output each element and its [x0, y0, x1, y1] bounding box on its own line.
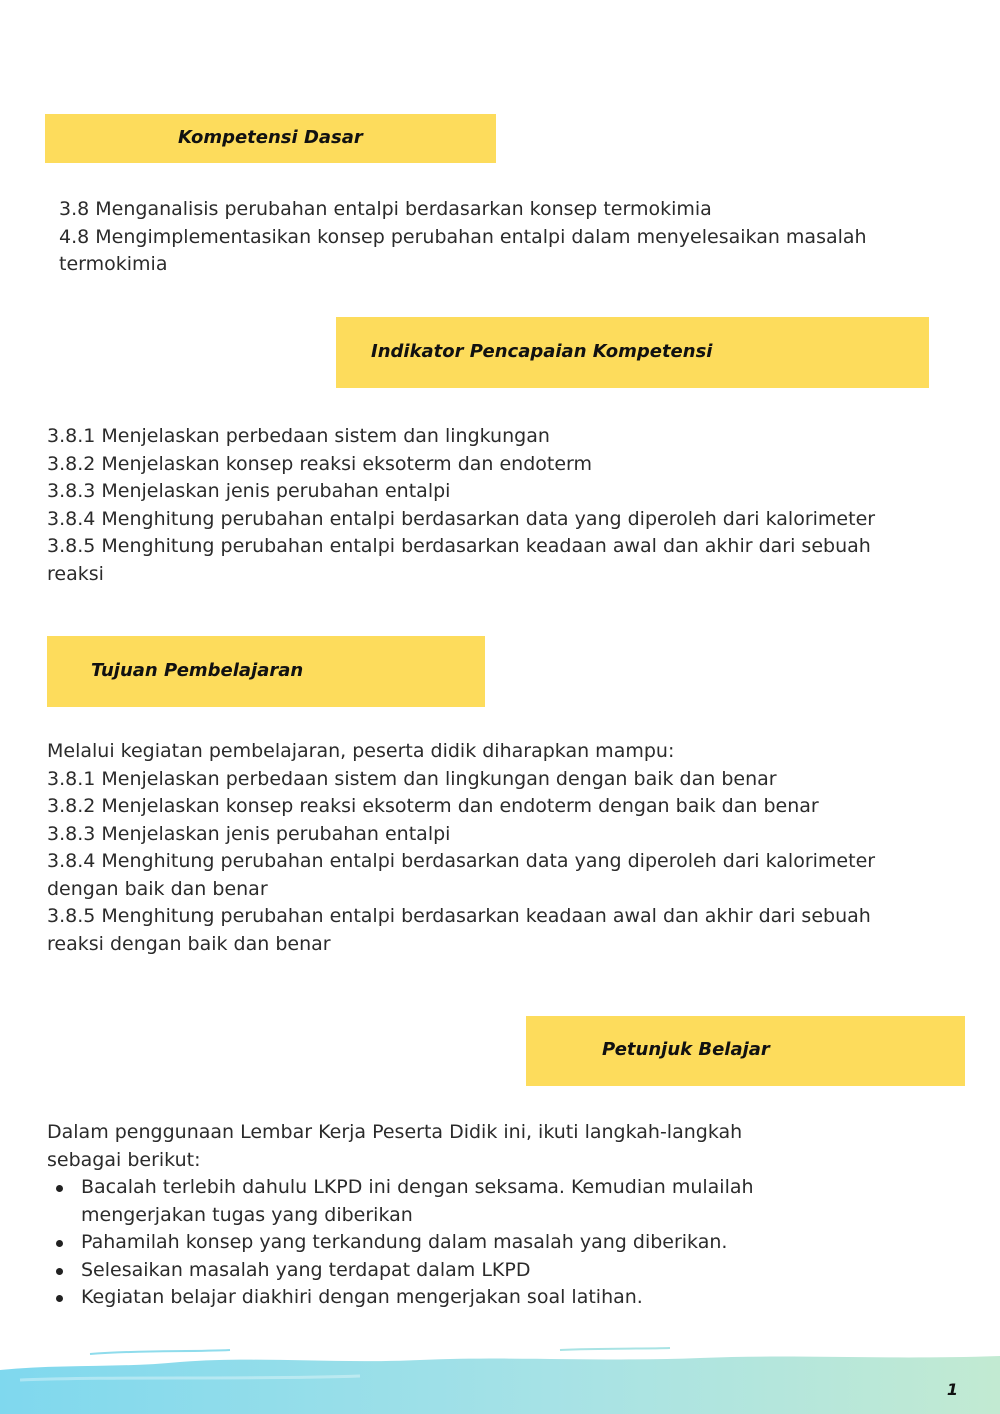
kompetensi-dasar-heading: Kompetensi Dasar — [178, 127, 363, 148]
ipk-line: 3.8.5 Menghitung perubahan entalpi berdasarkan keadaan awal dan akhir dari sebuah reaksi — [47, 535, 871, 585]
ipk-line: 3.8.2 Menjelaskan konsep reaksi eksoterm dan endoterm — [47, 452, 593, 475]
tujuan-intro: Melalui kegiatan pembelajaran, peserta didik diharapkan mampu: — [47, 740, 675, 762]
list-item: Pahamilah konsep yang terkandung dalam masalah yang diberikan. — [47, 1229, 822, 1257]
tujuan-line: 3.8.4 Menghitung perubahan entalpi berdasarkan data yang diperoleh dari kalorimeter dengan baik dan benar — [47, 850, 876, 900]
footer-wave-decoration — [0, 1340, 1000, 1414]
tujuan-line: 3.8.5 Menghitung perubahan entalpi berdasarkan keadaan awal dan akhir dari sebuah reaksi dengan baik dan benar — [47, 905, 871, 955]
tujuan-banner — [47, 636, 485, 707]
indikator-banner — [336, 317, 929, 388]
tujuan-text — [47, 738, 877, 958]
kd-line: 4.8 Mengimplementasikan konsep perubahan entalpi dalam menyelesaikan masalah termokimia — [59, 225, 867, 275]
tujuan-line: 3.8.1 Menjelaskan perbedaan sistem dan lingkungan dengan baik dan benar — [47, 767, 777, 790]
list-item: Bacalah terlebih dahulu LKPD ini dengan seksama. Kemudian mulailah mengerjakan tugas yang diberikan — [47, 1174, 761, 1229]
tujuan-heading: Tujuan Pembelajaran — [91, 660, 304, 681]
petunjuk-text — [47, 1119, 822, 1312]
petunjuk-list — [47, 1174, 822, 1312]
indikator-heading: Indikator Pencapaian Kompetensi — [371, 341, 713, 362]
petunjuk-heading: Petunjuk Belajar — [602, 1039, 770, 1060]
kd-line: 3.8 Menganalisis perubahan entalpi berdasarkan konsep termokimia — [59, 198, 712, 220]
petunjuk-banner — [526, 1016, 965, 1086]
tujuan-line: 3.8.3 Menjelaskan jenis perubahan entalpi — [47, 822, 451, 845]
list-item: Selesaikan masalah yang terdapat dalam LKPD — [47, 1257, 822, 1285]
petunjuk-intro: Dalam penggunaan Lembar Kerja Peserta Didik ini, ikuti langkah-langkah sebagai berikut: — [47, 1121, 743, 1171]
kompetensi-dasar-text — [59, 196, 889, 279]
page-number: 1 — [946, 1380, 958, 1399]
tujuan-line: 3.8.2 Menjelaskan konsep reaksi eksoterm dan endoterm dengan baik dan benar — [47, 795, 819, 817]
ipk-line: 3.8.4 Menghitung perubahan entalpi berdasarkan data yang diperoleh dari kalorimeter — [47, 507, 876, 530]
ipk-line: 3.8.3 Menjelaskan jenis perubahan entalpi — [47, 480, 451, 502]
ipk-line: 3.8.1 Menjelaskan perbedaan sistem dan lingkungan — [47, 425, 550, 447]
list-item: Kegiatan belajar diakhiri dengan mengerjakan soal latihan. — [47, 1284, 822, 1312]
indikator-text — [47, 423, 877, 588]
kompetensi-dasar-banner — [45, 114, 496, 163]
